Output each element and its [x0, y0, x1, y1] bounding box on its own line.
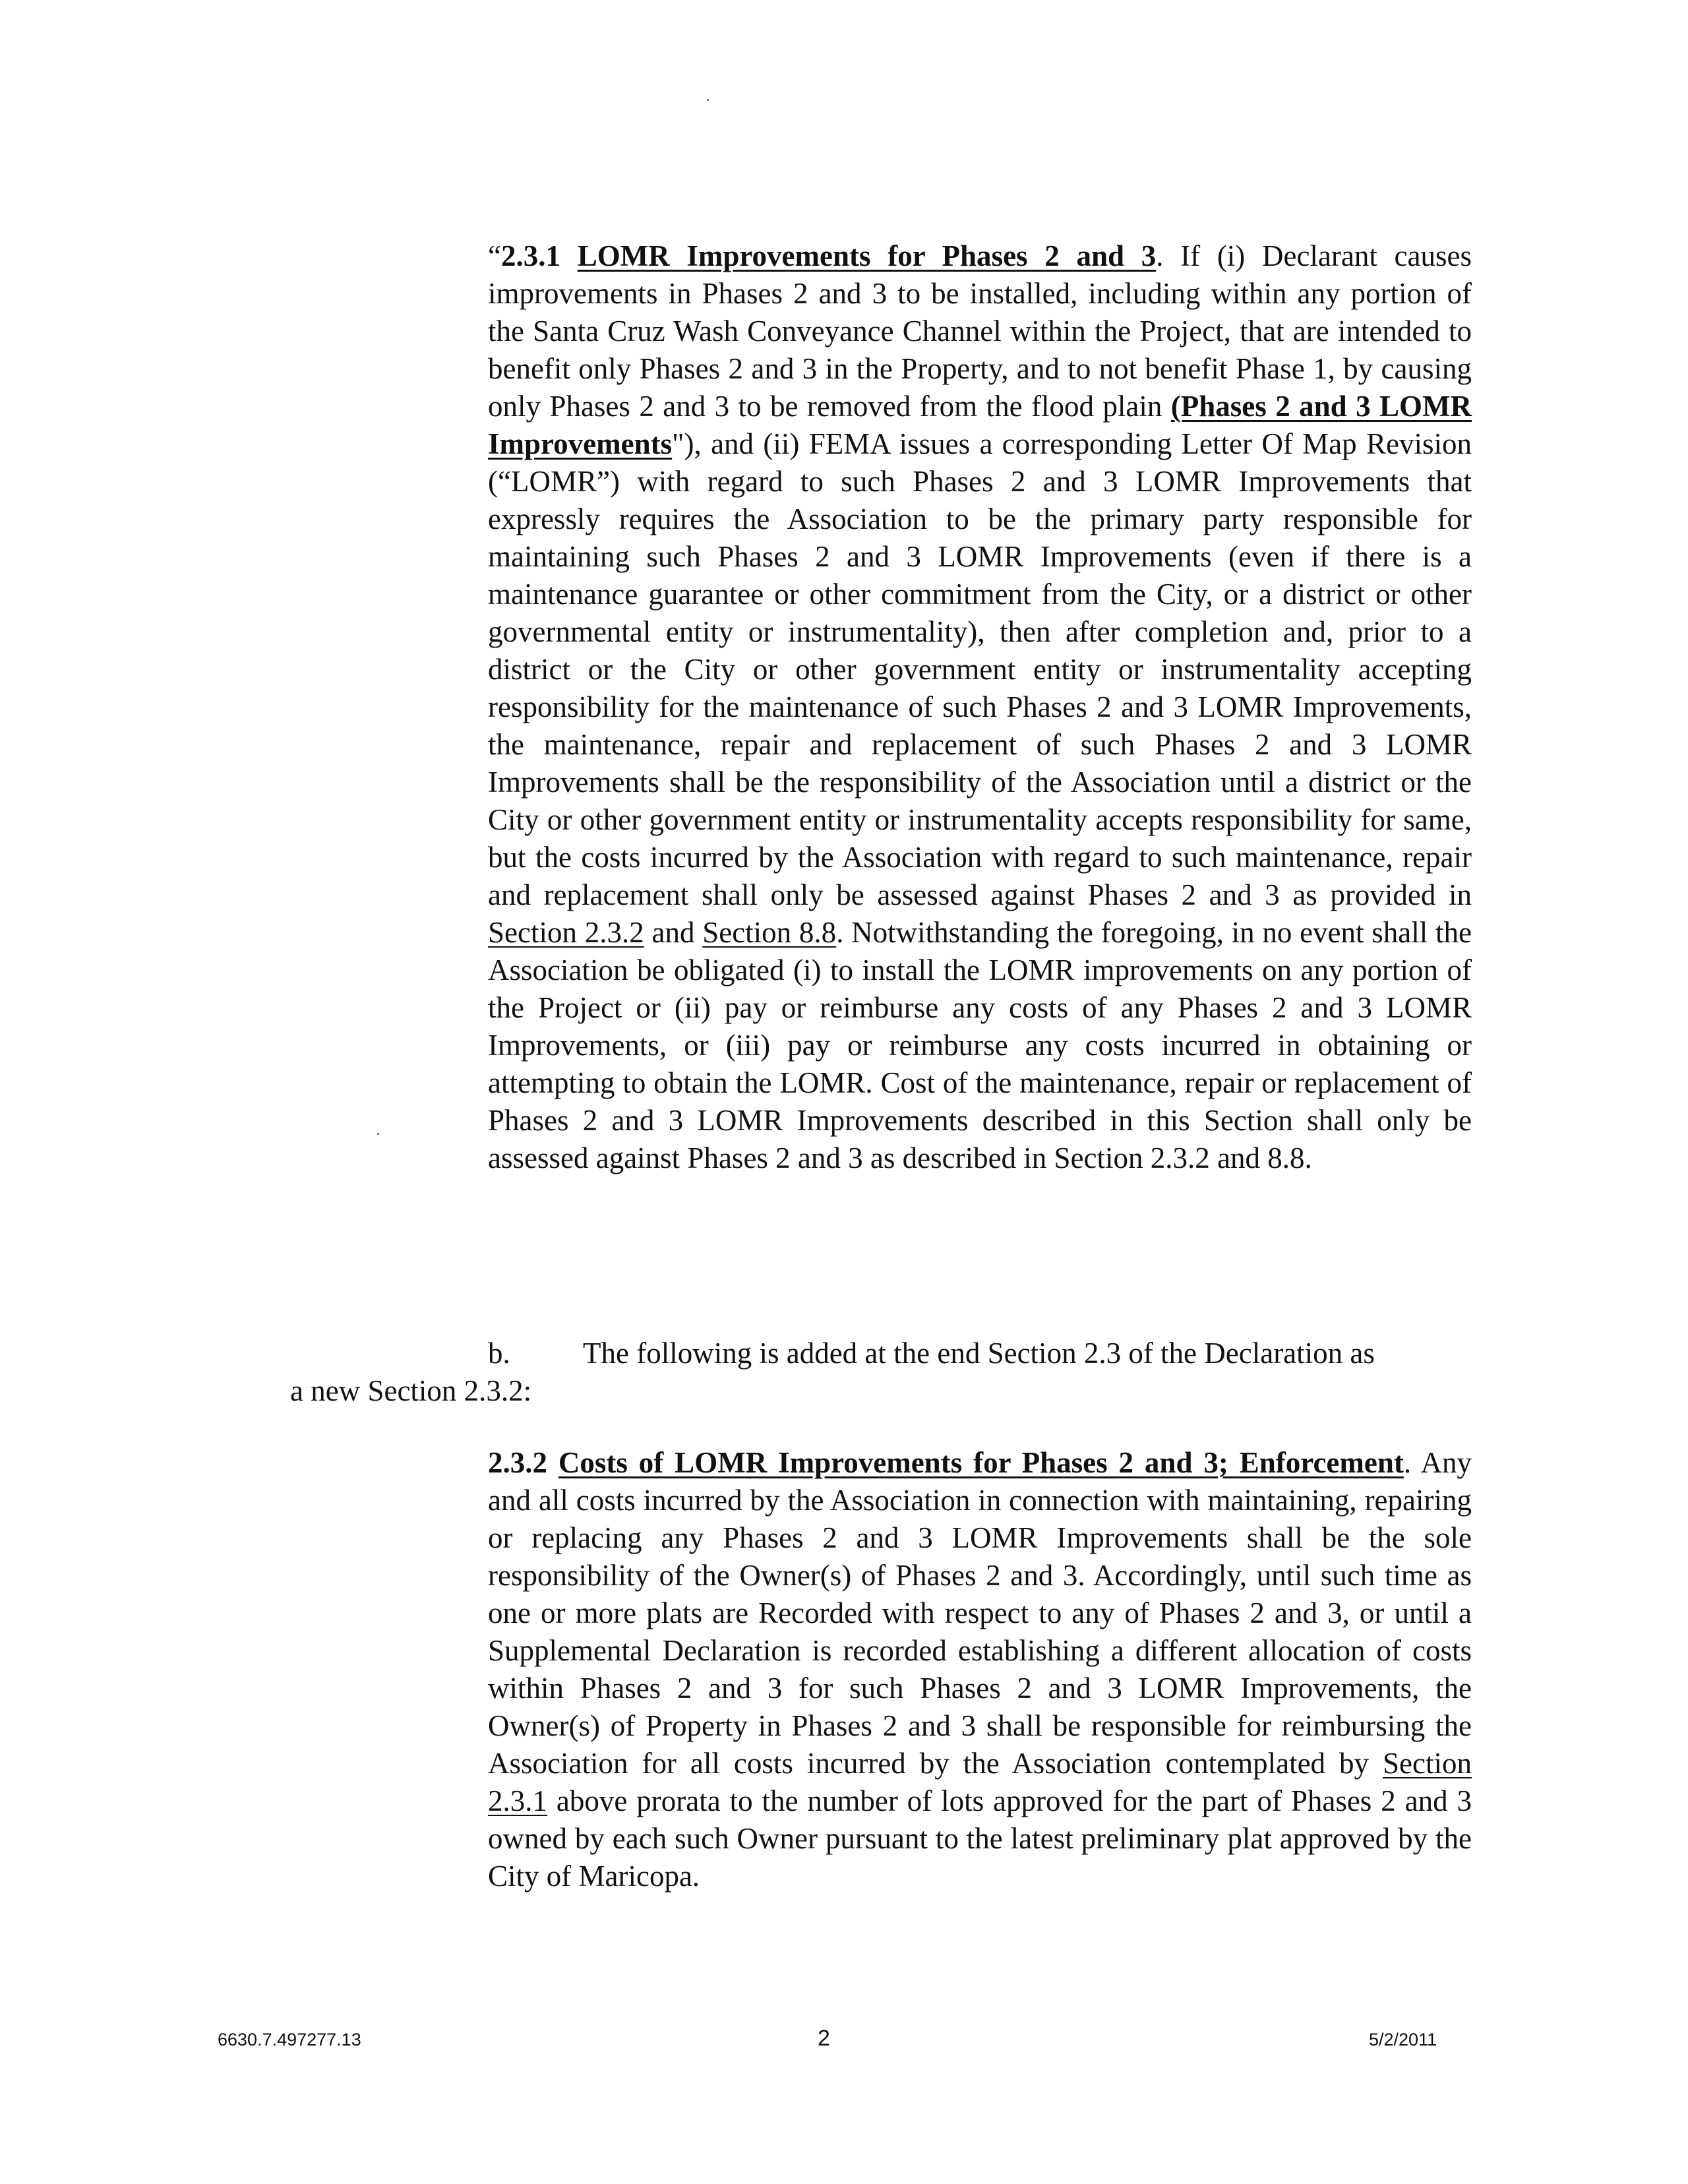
section-body: If (i) Declarant causes improvements in Phases 2 and 3 to be installed, including within any portion of the Santa Cruz Wash Conveyance Channel within the Project, that are intended to benefit only Phases 2 and 3 in the Property, and to not benefit Phase 1, by causing only Phases 2 and 3 to be removed from the flood plain — [488, 239, 1472, 423]
section-2-3-1 — [488, 237, 1472, 1177]
cross-reference: Section 2.3.2 — [488, 916, 644, 949]
cross-reference: Section 8.8 — [702, 916, 837, 949]
section-2-3-2 — [488, 1444, 1472, 1895]
item-continuation: a new Section 2.3.2: — [290, 1374, 532, 1407]
section-number: 2.3.2 — [488, 1446, 547, 1479]
item-text: The following is added at the end Section 2.3 of the Declaration as — [583, 1337, 1375, 1370]
section-body: Any and all costs incurred by the Association in connection with maintaining, repairing or replacing any Phases 2 and 3 LOMR Improvements shall be the sole responsibility of the Owner(s) of Phases 2 and 3. Accordingly, until such time as one or more plats are Recorded with respect to any of Phases 2 and 3, or until a Supplemental Declaration is recorded establishing a different allocation of costs within Phases 2 and 3 for such Phases 2 and 3 LOMR Improvements, the Owner(s) of Property in Phases 2 and 3 shall be responsible for reimbursing the Association for all costs incurred by the Association contemplated by — [488, 1446, 1472, 1780]
section-body: "), and (ii) FEMA issues a corresponding Letter Of Map Revision (“LOMR”) with regard to such Phases 2 and 3 LOMR Improvements that expressly requires the Association to be the primary party responsible for maintaining such Phases 2 and 3 LOMR Improvements (even if there is a maintenance guarantee or other commitment from the City, or a district or other governmental entity or instrumentality), then after completion and, prior to a district or the City or other government entity or instrumentality accepting responsibility for the maintenance of such Phases 2 and 3 LOMR Improvements, the maintenance, repair and replacement of such Phases 2 and 3 LOMR Improvements shall be the responsibility of the Association until a district or the City or other government entity or instrumentality accepts responsibility for same, but the costs incurred by the Association with regard to such maintenance, repair and replacement shall only be assessed against Phases 2 and 3 as provided in — [488, 427, 1472, 911]
section-title: LOMR Improvements for Phases 2 and 3 — [577, 239, 1157, 272]
page-number: 2 — [818, 2026, 830, 2051]
section-body: . Notwithstanding the foregoing, in no event shall the Association be obligated (i) to install the LOMR improvements on any portion of the Project or (ii) pay or reimburse any costs of any Phases 2 and 3 LOMR Improvements, or (iii) pay or reimburse any costs incurred in obtaining or attempting to obtain the LOMR. Cost of the maintenance, repair or replacement of Phases 2 and 3 LOMR Improvements described in this Section shall only be assessed against Phases 2 and 3 as described in Section 2.3.2 and 8.8. — [488, 916, 1472, 1174]
scan-speck — [377, 1133, 379, 1135]
open-quote: “ — [488, 239, 501, 272]
cross-reference: Section 2.3.1 — [488, 1747, 1472, 1817]
defined-term: (Phases 2 and 3 LOMR Improvements — [488, 390, 1472, 460]
scan-speck — [707, 99, 709, 101]
section-title: Costs of LOMR Improvements for Phases 2 and 3; Enforcement — [558, 1446, 1404, 1479]
section-title-period: . — [1156, 239, 1164, 272]
section-body: above prorata to the number of lots approved for the part of Phases 2 and 3 owned by each such Owner pursuant to the latest preliminary plat approved by the City of Maricopa. — [488, 1784, 1472, 1893]
footer-date: 5/2/2011 — [1369, 2030, 1437, 2049]
section-number: 2.3.1 — [500, 239, 560, 272]
footer-doc-id: 6630.7.497277.13 — [218, 2030, 361, 2049]
section-body: and — [644, 916, 703, 949]
item-label: b. — [488, 1337, 510, 1370]
section-title-period: . — [1403, 1446, 1412, 1479]
